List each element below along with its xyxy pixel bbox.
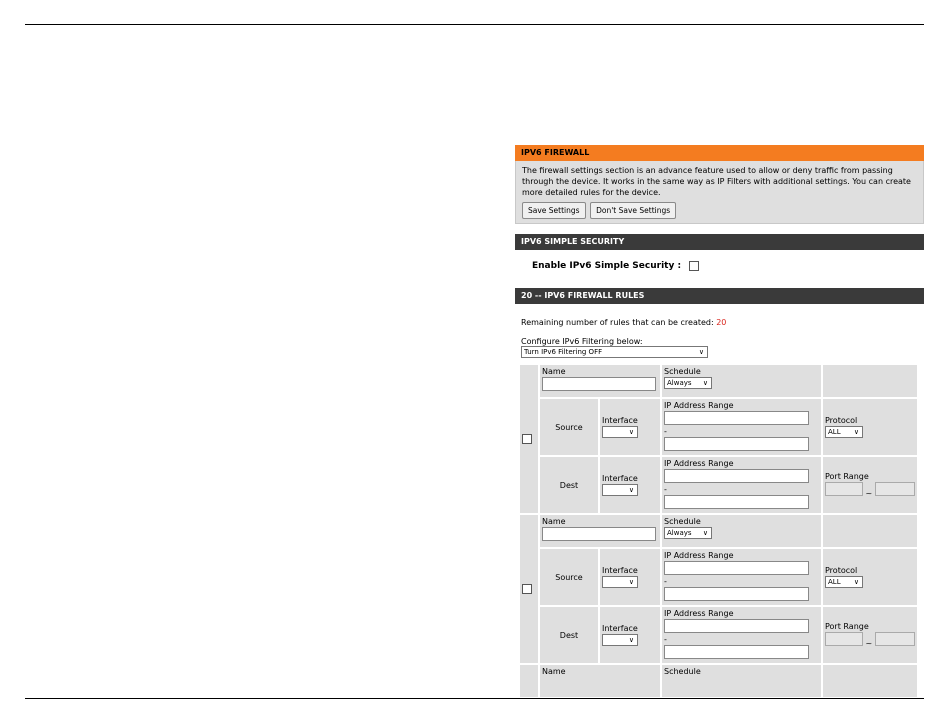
source-ip-cell bbox=[662, 549, 821, 605]
port-end-input[interactable] bbox=[875, 632, 915, 646]
chevron-down-icon: ∨ bbox=[628, 486, 634, 494]
dest-ip-cell bbox=[662, 607, 821, 663]
rules-title: 20 -- IPV6 FIREWALL RULES bbox=[515, 288, 924, 304]
rules-table bbox=[518, 363, 919, 699]
rule-row bbox=[520, 365, 917, 397]
protocol-select[interactable] bbox=[825, 426, 863, 438]
rule-row bbox=[520, 515, 917, 547]
ip-range-label: IP Address Range bbox=[664, 609, 734, 618]
port-start-input[interactable] bbox=[825, 632, 863, 646]
name-input[interactable] bbox=[542, 527, 656, 541]
top-rule bbox=[25, 24, 924, 25]
ip-dash: - bbox=[664, 427, 667, 436]
schedule-label: Schedule bbox=[664, 517, 701, 526]
port-range-label: Port Range bbox=[825, 472, 869, 481]
remaining-label: Remaining number of rules that can be created: bbox=[521, 318, 714, 327]
interface-label: Interface bbox=[602, 624, 638, 633]
dest-label: Dest bbox=[540, 457, 598, 513]
rules-header bbox=[515, 304, 924, 358]
port-start-input[interactable] bbox=[825, 482, 863, 496]
ip-dash: - bbox=[664, 577, 667, 586]
rule-checkbox[interactable] bbox=[522, 584, 532, 594]
firewall-description: The firewall settings section is an advance feature used to allow or deny traffic from passing through the device. It works in the same way as IP Filters with additional settings. You can create more detailed rules for the device. bbox=[522, 166, 911, 197]
chevron-down-icon: ∨ bbox=[853, 578, 859, 586]
schedule-value: Always bbox=[667, 379, 692, 387]
schedule-select[interactable] bbox=[664, 377, 712, 389]
port-range-label: Port Range bbox=[825, 622, 869, 631]
empty-cell bbox=[823, 365, 917, 397]
dest-interface-select[interactable] bbox=[602, 634, 638, 646]
rule-select-cell bbox=[520, 365, 538, 513]
ip-dash: - bbox=[664, 635, 667, 644]
bottom-rule bbox=[25, 698, 924, 699]
rule-row bbox=[520, 665, 917, 697]
dest-ip-end[interactable] bbox=[664, 645, 809, 659]
filtering-select[interactable] bbox=[521, 346, 708, 358]
name-cell bbox=[540, 365, 660, 397]
rule-select-cell bbox=[520, 665, 538, 697]
name-cell bbox=[540, 665, 660, 697]
port-tilde: ~ bbox=[865, 489, 873, 498]
source-label: Source bbox=[540, 399, 598, 455]
chevron-down-icon: ∨ bbox=[698, 348, 704, 356]
name-label: Name bbox=[542, 667, 566, 676]
schedule-label: Schedule bbox=[664, 667, 701, 676]
empty-cell bbox=[823, 665, 917, 697]
source-ip-end[interactable] bbox=[664, 437, 809, 451]
chevron-down-icon: ∨ bbox=[853, 428, 859, 436]
configure-label: Configure IPv6 Filtering below: bbox=[521, 337, 643, 346]
source-interface-cell bbox=[600, 549, 660, 605]
schedule-select[interactable] bbox=[664, 527, 712, 539]
remaining-count: 20 bbox=[716, 318, 727, 327]
ip-dash: - bbox=[664, 485, 667, 494]
dont-save-settings-button[interactable]: Don't Save Settings bbox=[590, 202, 676, 219]
schedule-cell bbox=[662, 665, 821, 697]
dest-row bbox=[520, 457, 917, 513]
simple-security-section bbox=[515, 234, 924, 282]
chevron-down-icon: ∨ bbox=[628, 578, 634, 586]
chevron-down-icon: ∨ bbox=[702, 529, 708, 537]
rule-checkbox[interactable] bbox=[522, 434, 532, 444]
name-input[interactable] bbox=[542, 377, 656, 391]
schedule-value: Always bbox=[667, 529, 692, 537]
schedule-label: Schedule bbox=[664, 367, 701, 376]
name-cell bbox=[540, 515, 660, 547]
source-interface-select[interactable] bbox=[602, 576, 638, 588]
save-settings-button[interactable]: Save Settings bbox=[522, 202, 586, 219]
protocol-cell bbox=[823, 399, 917, 455]
simple-security-row bbox=[515, 250, 924, 282]
dest-row bbox=[520, 607, 917, 663]
chevron-down-icon: ∨ bbox=[628, 428, 634, 436]
source-row bbox=[520, 549, 917, 605]
protocol-label: Protocol bbox=[825, 416, 858, 425]
source-ip-start[interactable] bbox=[664, 411, 809, 425]
chevron-down-icon: ∨ bbox=[628, 636, 634, 644]
firewall-rules-section bbox=[515, 288, 924, 676]
ip-range-label: IP Address Range bbox=[664, 551, 734, 560]
source-interface-select[interactable] bbox=[602, 426, 638, 438]
name-label: Name bbox=[542, 517, 566, 526]
simple-security-label: Enable IPv6 Simple Security : bbox=[532, 261, 682, 271]
protocol-label: Protocol bbox=[825, 566, 858, 575]
protocol-select[interactable] bbox=[825, 576, 863, 588]
interface-label: Interface bbox=[602, 566, 638, 575]
dest-interface-select[interactable] bbox=[602, 484, 638, 496]
source-ip-start[interactable] bbox=[664, 561, 809, 575]
protocol-value: ALL bbox=[828, 428, 841, 436]
port-tilde: ~ bbox=[865, 639, 873, 648]
source-interface-cell bbox=[600, 399, 660, 455]
protocol-value: ALL bbox=[828, 578, 841, 586]
dest-ip-start[interactable] bbox=[664, 469, 809, 483]
empty-cell bbox=[823, 515, 917, 547]
ip-range-label: IP Address Range bbox=[664, 459, 734, 468]
port-end-input[interactable] bbox=[875, 482, 915, 496]
port-range-cell bbox=[823, 607, 917, 663]
source-label: Source bbox=[540, 549, 598, 605]
remaining-rules bbox=[521, 318, 918, 327]
protocol-cell bbox=[823, 549, 917, 605]
firewall-intro bbox=[515, 161, 924, 224]
dest-ip-cell bbox=[662, 457, 821, 513]
interface-label: Interface bbox=[602, 416, 638, 425]
name-label: Name bbox=[542, 367, 566, 376]
filtering-value: Turn IPv6 Filtering OFF bbox=[524, 348, 603, 356]
dest-ip-start[interactable] bbox=[664, 619, 809, 633]
schedule-cell bbox=[662, 365, 821, 397]
schedule-cell bbox=[662, 515, 821, 547]
ip-range-label: IP Address Range bbox=[664, 401, 734, 410]
dest-interface-cell bbox=[600, 457, 660, 513]
interface-label: Interface bbox=[602, 474, 638, 483]
dest-ip-end[interactable] bbox=[664, 495, 809, 509]
firewall-title: IPV6 FIREWALL bbox=[515, 145, 924, 161]
simple-security-title: IPV6 SIMPLE SECURITY bbox=[515, 234, 924, 250]
port-range-cell bbox=[823, 457, 917, 513]
rule-select-cell bbox=[520, 515, 538, 663]
source-row bbox=[520, 399, 917, 455]
simple-security-checkbox[interactable] bbox=[689, 261, 699, 271]
dest-label: Dest bbox=[540, 607, 598, 663]
ipv6-firewall-section bbox=[515, 145, 924, 224]
chevron-down-icon: ∨ bbox=[702, 379, 708, 387]
dest-interface-cell bbox=[600, 607, 660, 663]
source-ip-end[interactable] bbox=[664, 587, 809, 601]
source-ip-cell bbox=[662, 399, 821, 455]
